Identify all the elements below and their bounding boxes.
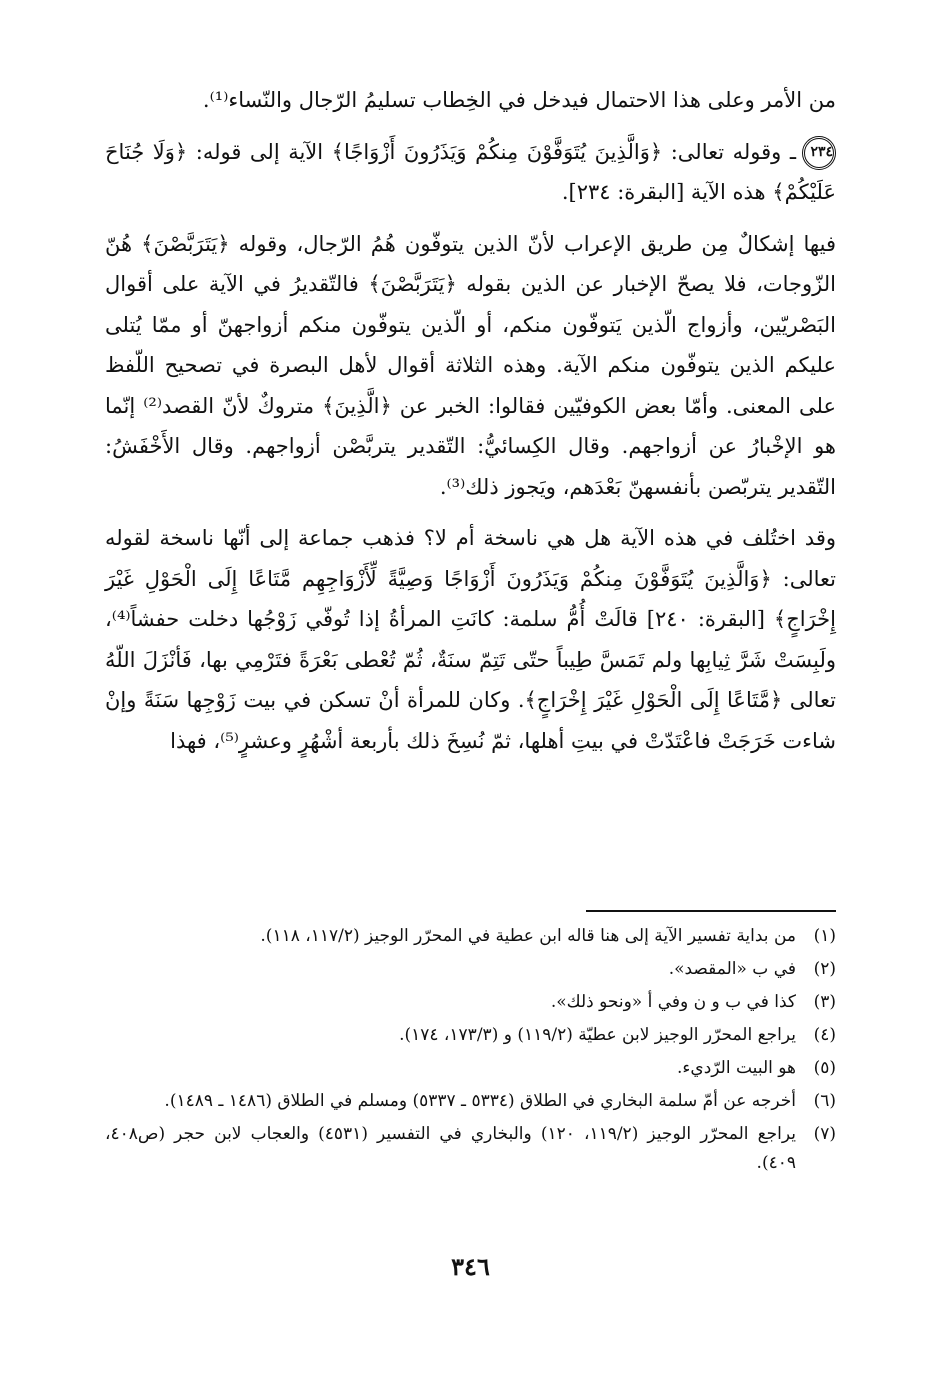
paragraph-2	[105, 132, 836, 213]
footnote-item	[105, 922, 836, 951]
page-body	[105, 80, 836, 761]
page-number: ٣٤٦	[451, 1252, 490, 1281]
paragraph-1: من الأمر وعلى هذا الاحتمال فيدخل في الخِطاب تسليمُ الرّجال والنّساء⁽¹⁾.	[202, 88, 836, 112]
footnote-text: يراجع المحرّر الوجيز (١١٩/٢، ١٢٠) والبخاري في التفسير (٤٥٣١) والعجاب لابن حجر (ص٤٠٨، ٤٠٩).	[105, 1124, 796, 1173]
footnote-number: (٤)	[813, 1025, 836, 1045]
footnote-number: (٧)	[813, 1124, 836, 1144]
footnote-item	[105, 1054, 836, 1083]
footnote-number: (١)	[813, 926, 836, 946]
footnote-item	[105, 988, 836, 1017]
footnote-text: أخرجه عن أمّ سلمة البخاري في الطلاق (٥٣٣٤ ـ ٥٣٣٧) ومسلم في الطلاق (١٤٨٦ ـ ١٤٨٩).	[164, 1091, 796, 1111]
footnote-text: في ب «المقصد».	[668, 959, 796, 979]
footnote-item	[105, 955, 836, 984]
verse-number-badge: ٢٣٤	[802, 136, 836, 170]
footnote-text: هو البيت الرّديء.	[677, 1058, 796, 1078]
footnote-item	[105, 1120, 836, 1178]
footnote-text: كذا في ب و ن وفي أ «ونحو ذلك».	[550, 992, 796, 1012]
footnote-item	[105, 1021, 836, 1050]
footnote-number: (٦)	[813, 1091, 836, 1111]
footnote-number: (٥)	[813, 1058, 836, 1078]
footnote-separator	[586, 910, 836, 912]
paragraph-3: فيها إشكالٌ مِن طريق الإعراب لأنّ الذين يتوفّون هُمُ الرّجال، وقوله ﴿يَتَرَبَّصْنَ﴾ هُنّ الزّوجات، فلا يصحّ الإخبار عن الذين بقوله ﴿يَتَرَبَّصْنَ﴾ فالتّقديرُ في الآية على أقوال البَصْريّين، وأزواج الّذين يَتوفّون منكم، أو الّذين يتوفّون منكم أزواجهنّ أو ممّا يُتلى عليكم الذين يتوفّون منكم الآية. وهذه الثلاثة أقوال لأهل البصرة في تصحيح اللّفظ على المعنى. وأمّا بعض الكوفيّين فقالوا: الخبر عن ﴿الَّذِينَ﴾ متروكٌ لأنّ القصد⁽²⁾ إنّما هو الإخْبارُ عن أزواجهم. وقال الكِسائيُّ: التّقدير يتربَّصْن أزواجهم. وقال الأَخْفَشُ: التّقدير يتربّصن بأنفسهنّ بَعْدَهم، ويَجوز ذلك⁽³⁾.	[105, 231, 836, 499]
paragraph-gap	[105, 213, 836, 224]
paragraph-gap	[105, 121, 836, 132]
footnote-text: من بداية تفسير الآية إلى هنا قاله ابن عطية في المحرّر الوجيز (١١٧/٢، ١١٨).	[260, 926, 796, 946]
paragraph-gap	[105, 507, 836, 518]
footnote-number: (٢)	[813, 959, 836, 979]
paragraph-2-text: ـ وقوله تعالى: ﴿وَالَّذِينَ يُتَوَفَّوْنَ مِنكُمْ وَيَذَرُونَ أَزْوَاجًا﴾ الآية إلى قوله: ﴿وَلَا جُنَاحَ عَلَيْكُمْ﴾ هذه الآية [البقرة: ٢٣٤].	[105, 139, 836, 204]
footnote-item	[105, 1087, 836, 1116]
footnote-text: يراجع المحرّر الوجيز لابن عطيّة (١١٩/٢) و (١٧٣/٣، ١٧٤).	[399, 1025, 796, 1045]
footnotes-section	[105, 910, 836, 1182]
paragraph-4: وقد اختُلف في هذه الآية هل هي ناسخة أم لا؟ فذهب جماعة إلى أنّها ناسخة لقوله تعالى: ﴿وَالَّذِينَ يُتَوَفَّوْنَ مِنكُمْ وَيَذَرُونَ أَزْوَاجًا وَصِيَّةً لِّأَزْوَاجِهِم مَّتَاعًا إِلَى الْحَوْلِ غَيْرَ إِخْرَاجٍ﴾ [البقرة: ٢٤٠] قالَتْ أُمُّ سلمة: كانَتِ المرأةُ إذا تُوفّي زَوْجُها دخلت حفشاً⁽⁴⁾، ولَبِسَتْ شَرَّ ثِيابِها ولم تَمَسَّ طِيباً حتّى تَتِمّ سنَةٌ، ثُمّ تُعْطى بَعْرَةً فتَرْمِي بها، فَأنْزَلَ اللّهُ تعالى ﴿مَّتَاعًا إِلَى الْحَوْلِ غَيْرَ إِخْرَاجٍ﴾. وكان للمرأة أنْ تسكن في بيت زَوْجِها سَنَةً وإنْ شاءت خَرَجَتْ فاعْتَدّتْ في بيتِ أهلها، ثمّ نُسِخَ ذلك بأربعة أشْهُرٍ وعشرٍ⁽⁵⁾، فهذا	[105, 526, 836, 753]
footnote-number: (٣)	[813, 992, 836, 1012]
